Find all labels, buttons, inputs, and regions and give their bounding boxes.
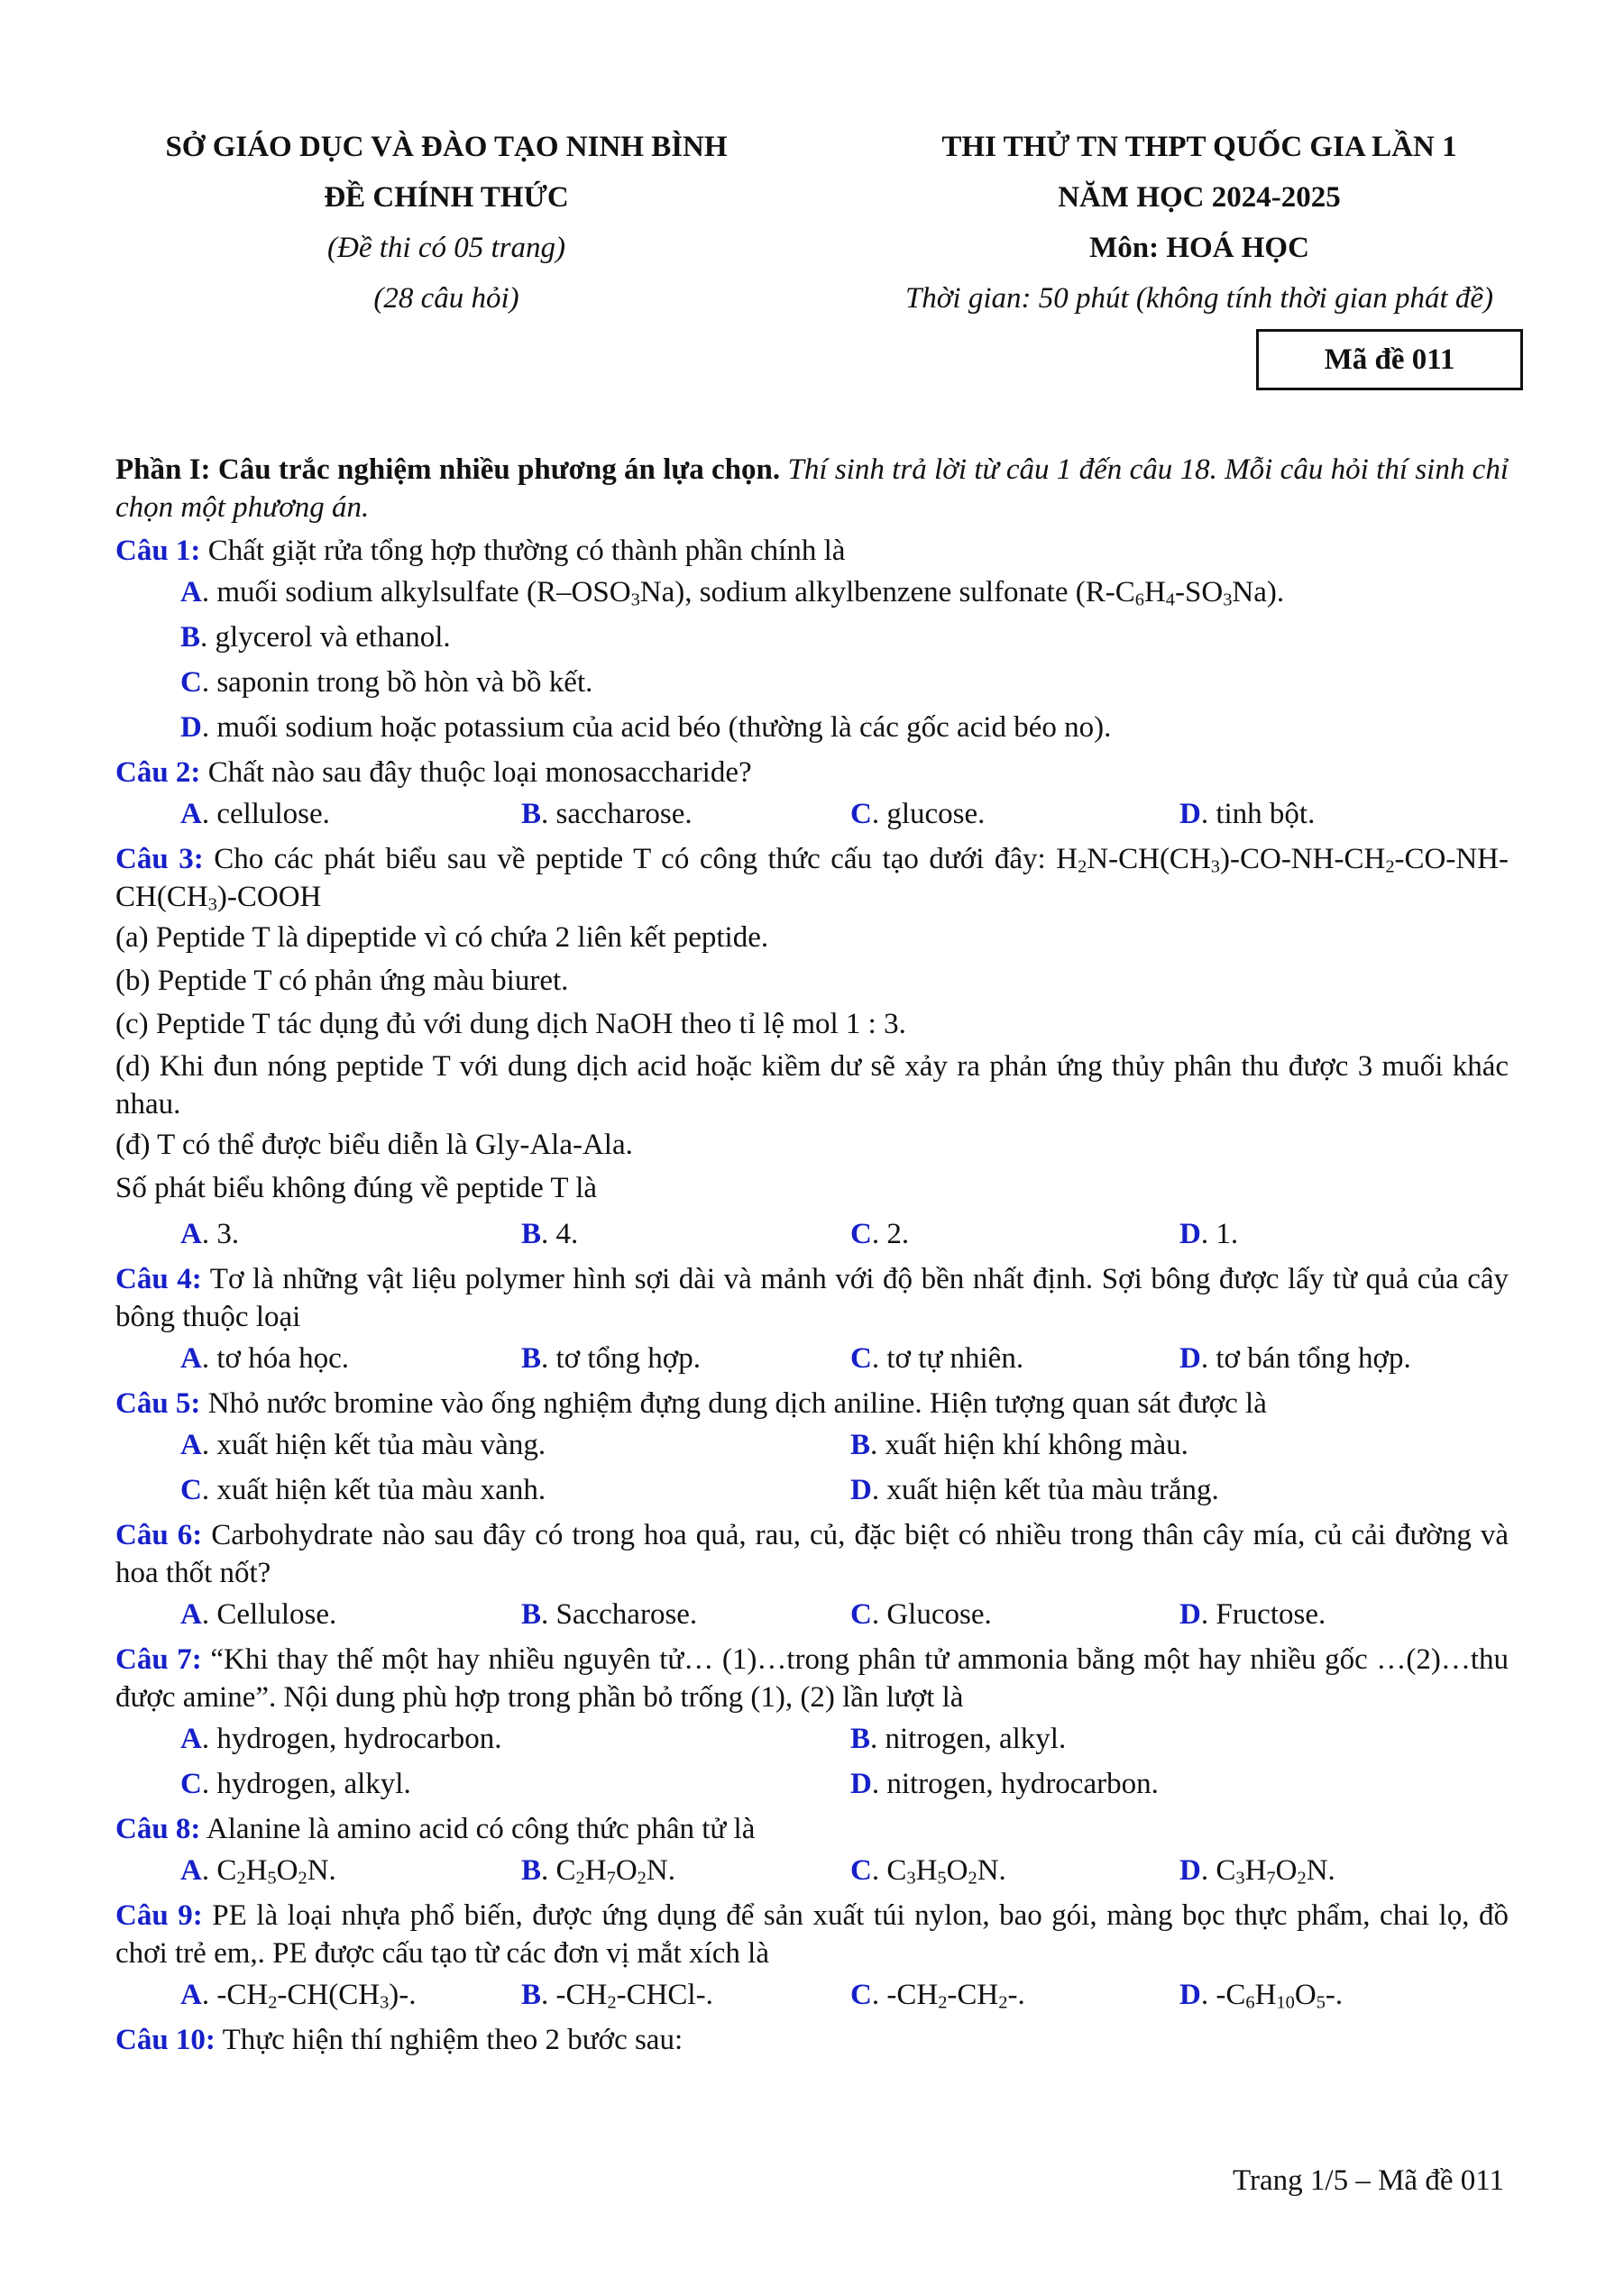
options-row <box>115 1848 1509 1893</box>
options-row <box>115 1336 1509 1381</box>
option-d[interactable]: D. Fructose. <box>1179 1598 1326 1632</box>
option-letter: C <box>180 666 202 700</box>
option-a[interactable]: A. xuất hiện kết tủa màu vàng. <box>180 1429 546 1462</box>
option-b[interactable]: B. Saccharose. <box>521 1598 698 1632</box>
school-year: NĂM HỌC 2024-2025 <box>1058 181 1341 214</box>
header-left <box>126 122 766 324</box>
option-letter: D <box>180 711 202 745</box>
option-a[interactable]: A. 3. <box>180 1218 240 1251</box>
option-a[interactable]: A. tơ hóa học. <box>180 1342 350 1376</box>
option-c[interactable]: C. Glucose. <box>850 1598 992 1632</box>
question-label: Câu 3: <box>115 843 204 876</box>
options-row <box>115 1468 1509 1513</box>
option-b[interactable]: B. tơ tổng hợp. <box>521 1342 702 1376</box>
official-label: ĐỀ CHÍNH THỨC <box>324 181 569 214</box>
time-limit: Thời gian: 50 phút (không tính thời gian phát đề) <box>904 282 1494 315</box>
option-c[interactable]: C. tơ tự nhiên. <box>850 1342 1024 1376</box>
option-b[interactable]: B. xuất hiện khí không màu. <box>850 1429 1188 1462</box>
page-footer: Trang 1/5 – Mã đề 011 <box>1233 2164 1504 2197</box>
option-a[interactable]: A. Cellulose. <box>180 1598 337 1632</box>
question-1 <box>115 532 1509 570</box>
option-text: . glycerol và ethanol. <box>200 621 451 654</box>
exam-code-box: Mã đề 011 <box>1256 329 1523 390</box>
question-8 <box>115 1810 1509 1848</box>
option-text: . muối sodium hoặc potassium của acid béo (thường là các gốc acid béo no). <box>201 711 1112 745</box>
options-row <box>115 1212 1509 1257</box>
option-d[interactable]: D. tơ bán tổng hợp. <box>1179 1342 1411 1376</box>
question-10 <box>115 2021 1509 2059</box>
options-row <box>115 1592 1509 1637</box>
option-text: . saponin trong bồ hòn và bồ kết. <box>201 666 593 700</box>
option-b[interactable] <box>115 615 1509 660</box>
page-count: (Đề thi có 05 trang) <box>327 232 565 264</box>
question-9 <box>115 1897 1509 1972</box>
question-5 <box>115 1385 1509 1422</box>
options-row <box>115 791 1509 837</box>
option-c[interactable]: C. 2. <box>850 1218 910 1251</box>
statement-e: (đ) T có thể được biểu diễn là Gly-Ala-Ala. <box>115 1129 633 1162</box>
question-text: PE là loại nhựa phổ biến, được ứng dụng để sản xuất túi nylon, bao gói, màng bọc thực phẩm, chai lọ, đồ chơi trẻ em,. PE được cấu tạo từ các đơn vị mắt xích là <box>115 1899 1509 1971</box>
statement-c: (c) Peptide T tác dụng đủ với dung dịch NaOH theo tỉ lệ mol 1 : 3. <box>115 1008 906 1041</box>
options-row <box>115 1972 1509 2017</box>
option-a[interactable]: A. $-CH_2-CH(CH_3)-$. <box>180 1979 417 2013</box>
option-a[interactable]: A. $C_2H_5O_2N$. <box>180 1854 336 1889</box>
exam-content <box>115 451 1509 2059</box>
option-a[interactable]: A. cellulose. <box>180 798 330 831</box>
option-c[interactable]: C. $-CH_2-CH_2-$. <box>850 1979 1025 2013</box>
question-text: Thực hiện thí nghiệm theo 2 bước sau: <box>222 2024 684 2057</box>
question-label: Câu 2: <box>115 756 201 790</box>
option-letter: B <box>180 621 201 654</box>
option-b[interactable]: B. nitrogen, alkyl. <box>850 1723 1067 1756</box>
statement-d: (d) Khi đun nóng peptide T với dung dịch acid hoặc kiềm dư sẽ xảy ra phản ứng thủy phân thu được 3 muối khác nhau. <box>115 1050 1509 1121</box>
option-c[interactable]: C. hydrogen, alkyl. <box>180 1768 411 1801</box>
question-ask: Số phát biểu không đúng về peptide T là <box>115 1172 598 1205</box>
question-label: Câu 8: <box>115 1813 201 1846</box>
option-d[interactable]: D. 1. <box>1179 1218 1239 1251</box>
option-d[interactable]: D. $-C_6H_{10}O_5-$. <box>1179 1979 1344 2013</box>
part-1-instruction: Thí sinh trả lời từ câu 1 đến câu 18. Mỗi câu hỏi thí sinh chỉ chọn một phương án. <box>115 453 1509 525</box>
question-label: Câu 4: <box>115 1263 202 1296</box>
question-3: Câu 3: Cho các phát biểu sau về peptide T có công thức cấu tạo dưới đây: $H_2N-CH(CH_3)-CO-NH-CH_2-CO-NH-CH(CH_3)$-COOH <box>115 843 1509 915</box>
options-row <box>115 1716 1509 1761</box>
question-label: Câu 5: <box>115 1387 201 1421</box>
statement-b: (b) Peptide T có phản ứng màu biuret. <box>115 965 569 998</box>
question-7 <box>115 1641 1509 1716</box>
option-d[interactable]: D. tinh bột. <box>1179 798 1316 831</box>
option-b[interactable]: B. saccharose. <box>521 798 693 831</box>
question-text: “Khi thay thế một hay nhiều nguyên tử… (1)…trong phân tử ammonia bằng một hay nhiều gốc …(2)…thu được amine”. Nội dung phù hợp trong phần bỏ trống (1), (2) lần lượt là <box>115 1643 1509 1715</box>
option-a[interactable]: A. hydrogen, hydrocarbon. <box>180 1723 502 1756</box>
option-d[interactable]: D. xuất hiện kết tủa màu trắng. <box>850 1474 1219 1507</box>
option-b[interactable]: B. $C_2H_7O_2N$. <box>521 1854 675 1889</box>
question-text: Tơ là những vật liệu polymer hình sợi dài và mảnh với độ bền nhất định. Sợi bông được lấy từ quả của cây bông thuộc loại <box>115 1263 1509 1334</box>
question-text: Carbohydrate nào sau đây có trong hoa quả, rau, củ, đặc biệt có nhiều trong thân cây mía, củ cải đường và hoa thốt nốt? <box>115 1519 1509 1590</box>
part-1-title: Phần I: Câu trắc nghiệm nhiều phương án lựa chọn. <box>115 453 781 486</box>
question-label: Câu 9: <box>115 1899 203 1933</box>
part-1-heading <box>115 451 1509 526</box>
option-d[interactable]: D. nitrogen, hydrocarbon. <box>850 1768 1159 1801</box>
option-c[interactable]: C. xuất hiện kết tủa màu xanh. <box>180 1474 546 1507</box>
question-text: Nhỏ nước bromine vào ống nghiệm đựng dung dịch aniline. Hiện tượng quan sát được là <box>207 1387 1267 1421</box>
option-d[interactable] <box>115 705 1509 750</box>
option-a[interactable]: A. muối sodium alkylsulfate $(R-OSO_3Na)$, sodium alkylbenzene sulfonate $(R-C_6H_4-SO_3Na)$. <box>180 576 1285 610</box>
subject: Môn: HOÁ HỌC <box>1089 232 1309 264</box>
option-c[interactable] <box>115 660 1509 705</box>
question-text: Chất giặt rửa tổng hợp thường có thành phần chính là <box>207 535 846 568</box>
question-count: (28 câu hỏi) <box>373 282 519 315</box>
exam-title: THI THỬ TN THPT QUỐC GIA LẦN 1 <box>941 131 1457 163</box>
option-b[interactable]: B. $-CH_2-CHCl-$. <box>521 1979 713 2013</box>
option-c[interactable]: C. $C_3H_5O_2N$. <box>850 1854 1006 1889</box>
option-c[interactable]: C. glucose. <box>850 798 986 831</box>
department-name: SỞ GIÁO DỤC VÀ ĐÀO TẠO NINH BÌNH <box>165 131 728 163</box>
question-label: Câu 10: <box>115 2024 216 2057</box>
option-d[interactable]: D. $C_3H_7O_2N$. <box>1179 1854 1335 1889</box>
header-right <box>812 122 1587 324</box>
question-2 <box>115 754 1509 791</box>
question-6 <box>115 1516 1509 1592</box>
question-label: Câu 6: <box>115 1519 203 1552</box>
statement-a: (a) Peptide T là dipeptide vì có chứa 2 liên kết peptide. <box>115 921 769 955</box>
question-4 <box>115 1260 1509 1336</box>
question-label: Câu 7: <box>115 1643 202 1677</box>
options-row <box>115 1422 1509 1468</box>
option-b[interactable]: B. 4. <box>521 1218 579 1251</box>
option-letter: A <box>180 576 202 609</box>
question-text: Chất nào sau đây thuộc loại monosaccharide? <box>207 756 752 790</box>
question-label: Câu 1: <box>115 535 201 568</box>
question-text: Alanine là amino acid có công thức phân tử là <box>206 1813 756 1846</box>
options-row <box>115 1761 1509 1807</box>
